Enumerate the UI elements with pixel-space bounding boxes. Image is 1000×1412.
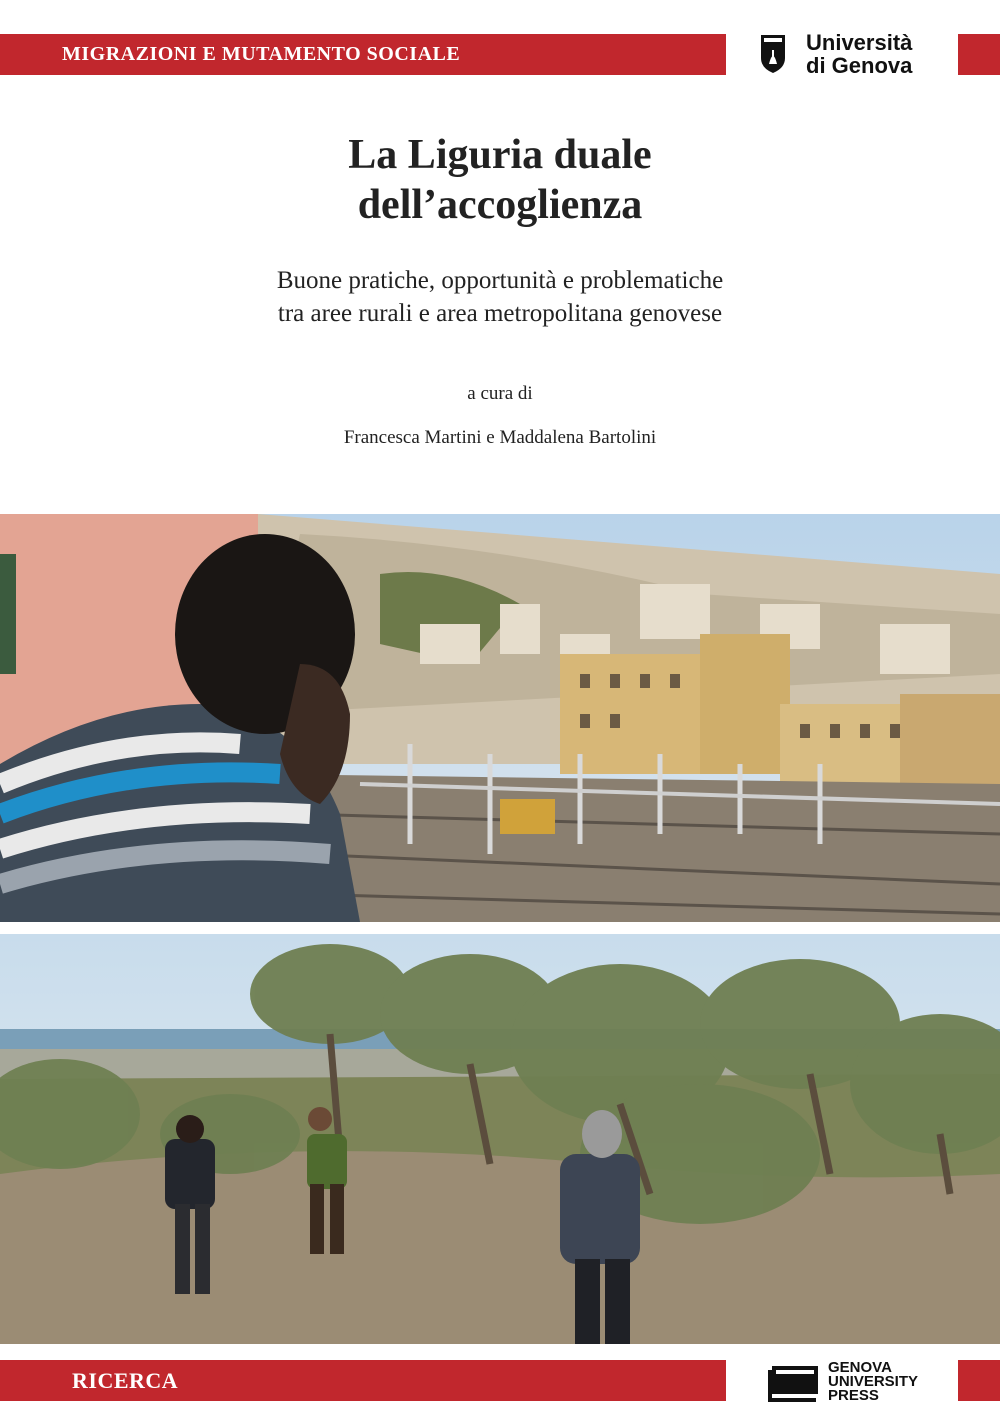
- city-photo: [0, 514, 1000, 922]
- university-logo: [760, 32, 935, 78]
- bottom-red-band-end: [958, 1360, 1000, 1401]
- open-book-icon: [766, 1360, 822, 1404]
- book-title: [0, 130, 1000, 230]
- editors-names: Francesca Martini e Maddalena Bartolini: [343, 427, 657, 448]
- city-photo-illustration: [0, 514, 1000, 922]
- title-line-2: dell’accoglienza: [357, 182, 643, 228]
- press-name-line3: PRESS: [828, 1387, 879, 1404]
- subtitle-line-2: tra aree rurali e area metropolitana genovese: [277, 300, 723, 327]
- book-subtitle: [0, 264, 1000, 330]
- top-red-band-end: [958, 34, 1000, 75]
- editors-intro: a cura di: [467, 383, 533, 404]
- university-name-line1: Università: [806, 30, 913, 55]
- olive-grove-illustration: [0, 934, 1000, 1344]
- subtitle-line-1: Buone pratiche, opportunità e problematiche: [276, 267, 724, 294]
- collection-label: RICERCA: [72, 1368, 179, 1393]
- university-name-line2: di Genova: [806, 53, 913, 78]
- series-label: MIGRAZIONI E MUTAMENTO SOCIALE: [62, 43, 461, 65]
- press-logo: [766, 1360, 936, 1406]
- press-name-line1: GENOVA: [828, 1359, 892, 1376]
- title-line-1: La Liguria duale: [348, 132, 652, 178]
- olive-grove-photo: [0, 934, 1000, 1344]
- university-shield-icon: [760, 34, 786, 74]
- press-name-line2: UNIVERSITY: [828, 1373, 919, 1390]
